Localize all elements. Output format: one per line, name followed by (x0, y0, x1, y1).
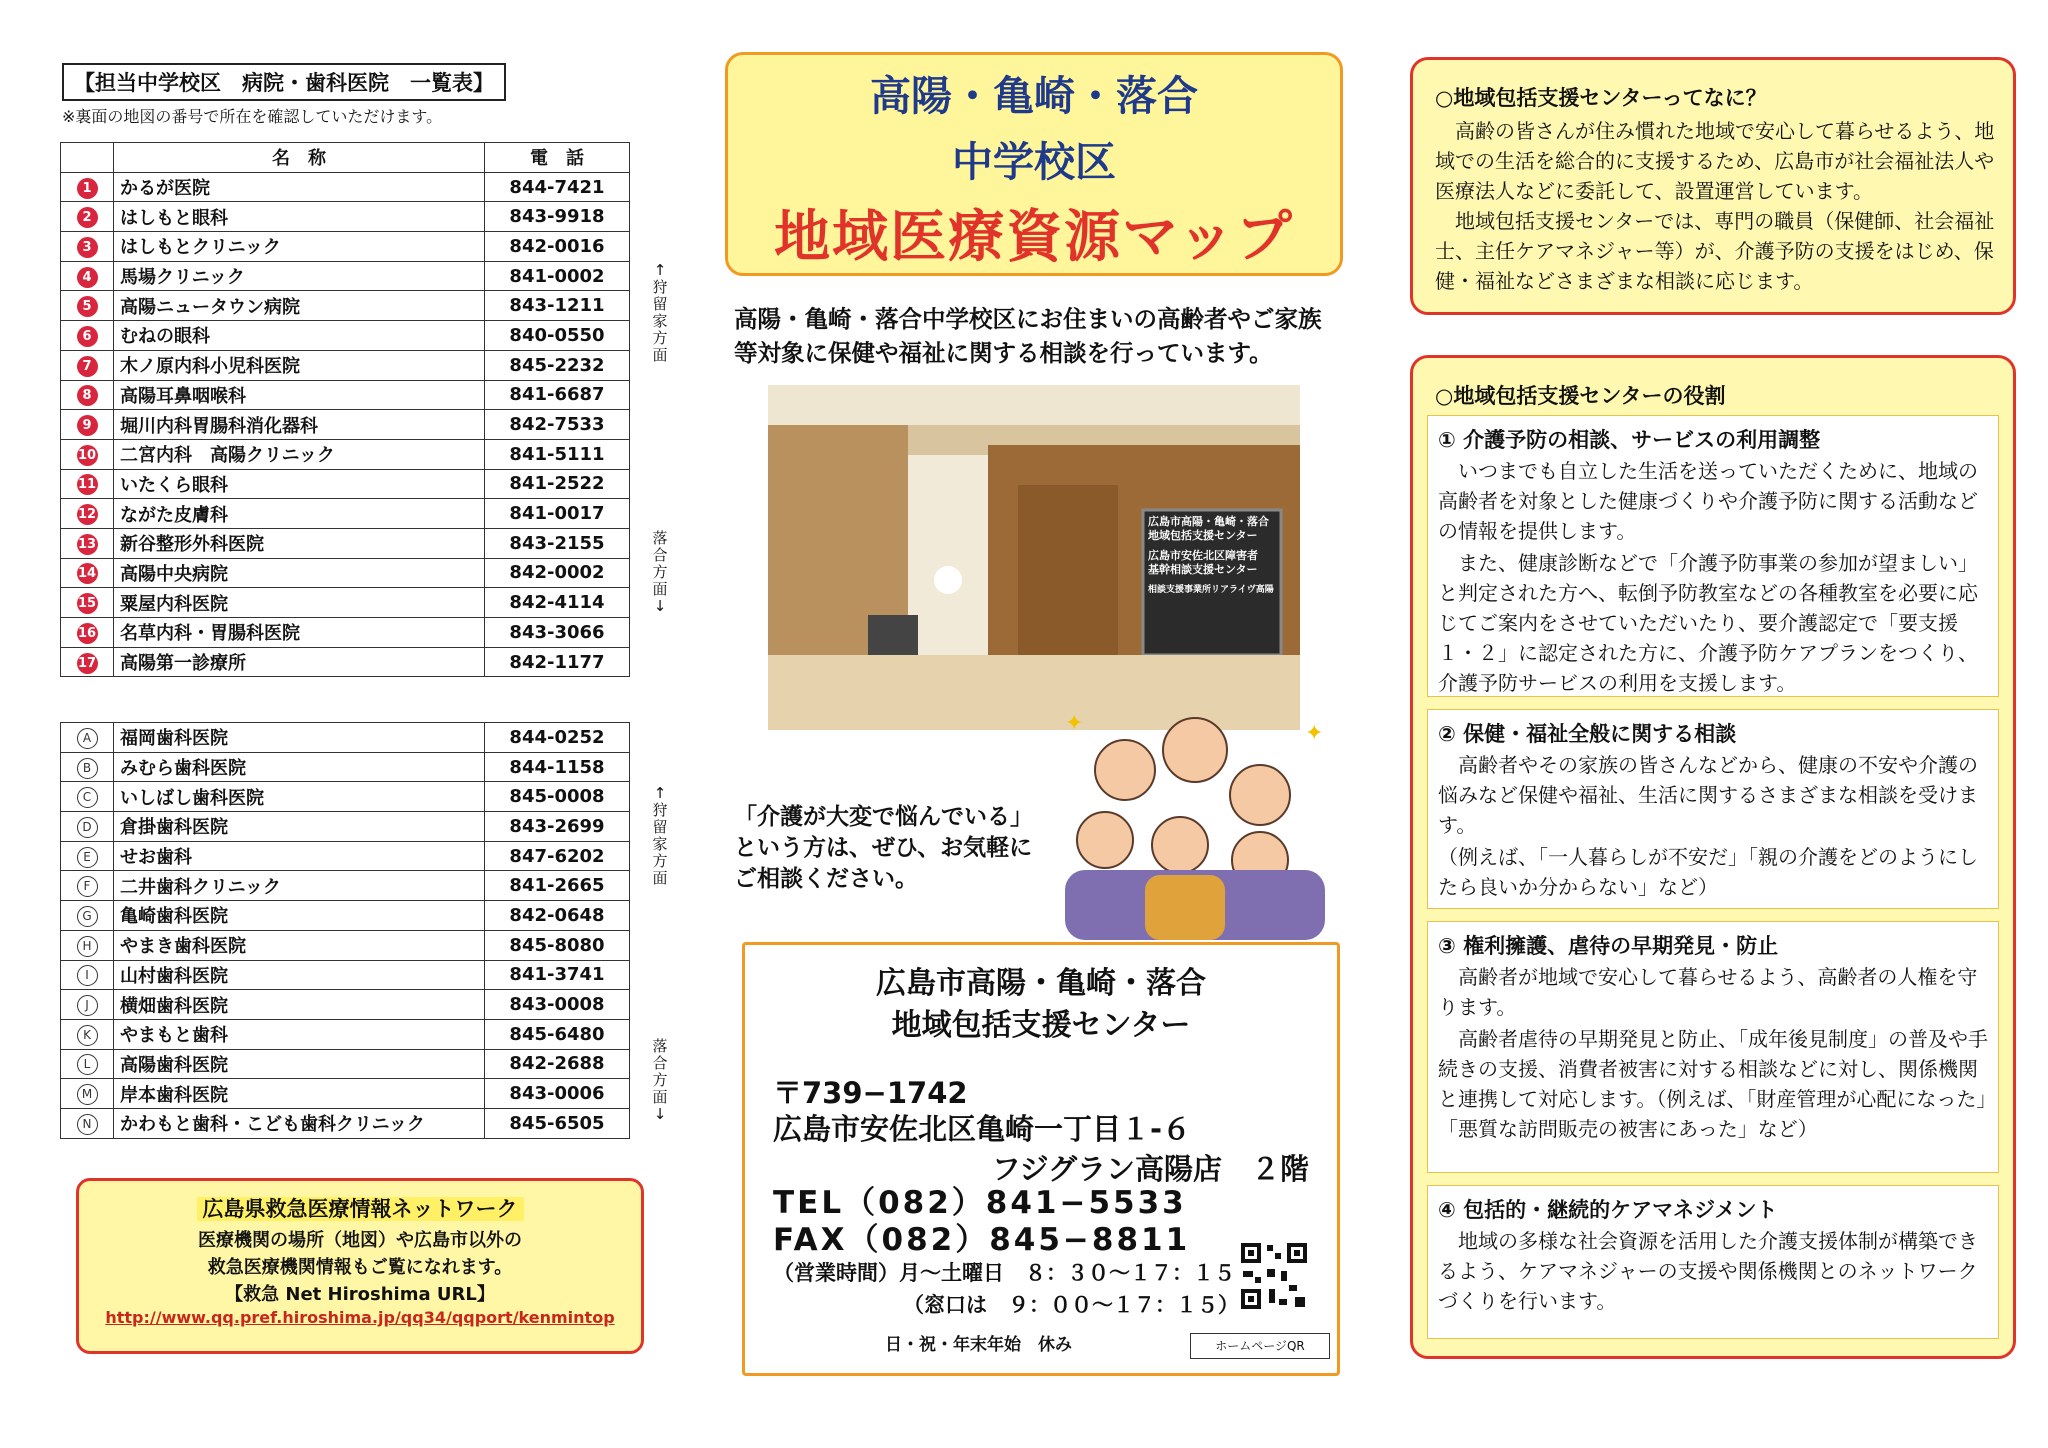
role-2 (1427, 709, 1999, 909)
svg-text:✦: ✦ (1065, 711, 1084, 736)
qr-label: ホームページQR (1190, 1333, 1330, 1359)
facility-tel: 841-5111 (485, 439, 630, 469)
dentist-row (61, 930, 630, 960)
facility-tel: 843-9918 (485, 202, 630, 232)
facility-name: やまき歯科医院 (114, 930, 485, 960)
postal-code: 〒739−1742 (773, 1076, 968, 1110)
title-main: 地域医療資源マップ (774, 205, 1294, 270)
facility-tel: 841-2522 (485, 469, 630, 499)
direction-kariya-1: ↑ 狩留家方面 (652, 261, 668, 364)
role-3-text-b: 高齢者虐待の早期発見と防止、「成年後見制度」の普及や手続きの支援、消費者被害に対する相談などに対し、関係機関と連携して対応します。（例えば、「財産管理が心配になった」「悪質な訪問販売の被害にあった」など） (1438, 1027, 1988, 1141)
facility-tel: 845-0008 (485, 782, 630, 812)
map-title-box (725, 52, 1343, 276)
fax-number: FAX（082）845−8811 (773, 1222, 1191, 1258)
row-number-badge: 11 (77, 474, 98, 495)
consult-message (734, 802, 1033, 895)
facility-name: 岸本歯科医院 (114, 1079, 485, 1109)
role-1-text-b: また、健康診断などで「介護予防事業の参加が望ましい」と判定された方へ、転倒予防教室などの各種教室を必要に応じてご案内をさせていただいたり、要介護認定で「要支援１・２」に認定された方に、介護予防ケアプランをつくり、介護予防サービスの利用を支援します。 (1438, 551, 1978, 695)
hospital-row (61, 469, 630, 499)
row-number-badge: 6 (77, 326, 98, 347)
facility-name: 堀川内科胃腸科消化器科 (114, 410, 485, 440)
hospital-row (61, 261, 630, 291)
dentist-row (61, 782, 630, 812)
facility-tel: 845-6505 (485, 1108, 630, 1138)
facility-name: かわもと歯科・こども歯科クリニック (114, 1108, 485, 1138)
facility-name: ながた皮膚科 (114, 499, 485, 529)
svg-text:✦: ✦ (1305, 721, 1324, 746)
role-1-heading: ① 介護予防の相談、サービスの利用調整 (1438, 428, 1821, 452)
row-number-badge: C (77, 787, 98, 808)
facility-name: 粟屋内科医院 (114, 588, 485, 618)
role-4-heading: ④ 包括的・継続的ケアマネジメント (1438, 1198, 1778, 1222)
row-number-badge: 16 (77, 623, 98, 644)
role-4 (1427, 1185, 1999, 1339)
facility-name: 馬場クリニック (114, 261, 485, 291)
facility-name: 高陽ニュータウン病院 (114, 291, 485, 321)
hospital-row (61, 232, 630, 262)
facility-tel: 845-2232 (485, 350, 630, 380)
row-number-badge: 9 (77, 415, 98, 436)
hospital-row (61, 410, 630, 440)
row-number-badge: M (77, 1084, 98, 1105)
row-number-badge: 15 (77, 593, 98, 614)
emergency-line2: 救急医療機関情報もご覧になれます。 (207, 1257, 513, 1278)
dentist-row (61, 723, 630, 753)
facility-tel: 843-1211 (485, 291, 630, 321)
emergency-network-box (76, 1178, 644, 1354)
sign-line4: 基幹相談支援センター (1148, 563, 1258, 576)
facility-name: 高陽歯科医院 (114, 1049, 485, 1079)
row-number-badge: J (77, 995, 98, 1016)
facility-tel: 843-0008 (485, 990, 630, 1020)
row-number-badge: 8 (77, 385, 98, 406)
facility-name: 高陽耳鼻咽喉科 (114, 380, 485, 410)
facility-tel: 842-4114 (485, 588, 630, 618)
facility-name: いたくら眼科 (114, 469, 485, 499)
facility-name: 亀崎歯科医院 (114, 901, 485, 931)
facility-tel: 841-6687 (485, 380, 630, 410)
row-number-badge: 13 (77, 534, 98, 555)
hospital-row (61, 439, 630, 469)
what-para-1: 高齢の皆さんが住み慣れた地域で安心して暮らせるよう、地域での生活を総合的に支援するため、広島市が社会福祉法人や医療法人などに委託して、設置運営しています。 (1435, 119, 1995, 203)
row-number-badge: 14 (77, 563, 98, 584)
quote-line3: ご相談ください。 (734, 866, 918, 892)
what-title: ○地域包括支援センターってなに？ (1435, 86, 1767, 110)
facility-tel: 842-7533 (485, 410, 630, 440)
row-number-badge: 1 (77, 178, 98, 199)
facility-name: 木ノ原内科小児科医院 (114, 350, 485, 380)
sign-line3: 広島市安佐北区障害者 (1148, 549, 1258, 562)
role-1-text-a: いつまでも自立した生活を送っていただくために、地域の高齢者を対象とした健康づくりや介護予防に関する活動などの情報を提供します。 (1438, 459, 1978, 543)
row-number-badge: F (77, 876, 98, 897)
role-3-heading: ③ 権利擁護、虐待の早期発見・防止 (1438, 934, 1779, 958)
dentist-row (61, 901, 630, 931)
facility-name: 高陽中央病院 (114, 558, 485, 588)
facility-name: せお歯科 (114, 841, 485, 871)
facility-tel: 840-0550 (485, 321, 630, 351)
facility-name: 新谷整形外科医院 (114, 528, 485, 558)
facility-tel: 847-6202 (485, 841, 630, 871)
dentist-row (61, 1108, 630, 1138)
facility-tel: 843-0006 (485, 1079, 630, 1109)
intro-text: 高陽・亀崎・落合中学校区にお住まいの高齢者やご家族等対象に保健や福祉に関する相談を行っています。 (734, 305, 1322, 367)
role-3-text-a: 高齢者が地域で安心して暮らせるよう、高齢者の人権を守ります。 (1438, 965, 1978, 1019)
address: 広島市安佐北区亀崎一丁目１-６ (773, 1112, 1192, 1146)
quote-line1: 「介護が大変で悩んでいる」 (734, 804, 1033, 830)
title-line2: 中学校区 (952, 138, 1116, 186)
row-number-badge: D (77, 817, 98, 838)
center-roles-box (1410, 355, 2016, 1359)
emergency-line1: 医療機関の場所（地図）や広島市以外の (198, 1230, 522, 1251)
hospital-table (60, 142, 630, 677)
window-hours: （窓口は ９：００～１７：１５） (903, 1293, 1239, 1317)
row-number-badge: L (77, 1054, 98, 1075)
facility-name: かるが医院 (114, 172, 485, 202)
hospital-row (61, 202, 630, 232)
row-number-badge: 5 (77, 296, 98, 317)
role-2-heading: ② 保健・福祉全般に関する相談 (1438, 722, 1737, 746)
direction-ochiai-2: 落合方面 ↓ (652, 1037, 668, 1123)
facility-name: はしもと眼科 (114, 202, 485, 232)
facility-tel: 841-0002 (485, 261, 630, 291)
closed-days: 日・祝・年末年始 休み (885, 1335, 1072, 1355)
facility-name: 山村歯科医院 (114, 960, 485, 990)
facility-name: 福岡歯科医院 (114, 723, 485, 753)
emergency-title: 広島県救急医療情報ネットワーク (197, 1197, 524, 1221)
row-number-badge: H (77, 936, 98, 957)
facility-tel: 842-0002 (485, 558, 630, 588)
center-name-line2: 地域包括支援センター (891, 1008, 1191, 1043)
emergency-line3: 【救急 Net Hiroshima URL】 (225, 1284, 495, 1305)
facility-name: むねの眼科 (114, 321, 485, 351)
row-number-badge: K (77, 1025, 98, 1046)
list-heading: 【担当中学校区 病院・歯科医院 一覧表】 (62, 63, 506, 101)
sign-line2: 地域包括支援センター (1148, 529, 1258, 542)
facility-tel: 842-0648 (485, 901, 630, 931)
role-2-text-b: （例えば、「一人暮らしが不安だ」「親の介護をどのようにしたら良いか分からない」など） (1438, 845, 1978, 899)
facility-tel: 845-6480 (485, 1019, 630, 1049)
col-tel-header: 電 話 (485, 143, 630, 173)
facility-name: やまもと歯科 (114, 1019, 485, 1049)
facility-tel: 842-0016 (485, 232, 630, 262)
row-number-badge: G (77, 906, 98, 927)
dentist-row (61, 1049, 630, 1079)
hospital-row (61, 291, 630, 321)
facility-tel: 841-2665 (485, 871, 630, 901)
sign-line5: 相談支援事業所リアライヴ高陽 (1148, 585, 1274, 595)
dentist-row (61, 1079, 630, 1109)
qr-code-icon[interactable] (1239, 1241, 1309, 1311)
row-number-badge: E (77, 847, 98, 868)
dentist-row (61, 871, 630, 901)
dentist-table (60, 722, 630, 1139)
facility-name: 倉掛歯科医院 (114, 812, 485, 842)
dentist-row (61, 1019, 630, 1049)
direction-kariya-2: ↑ 狩留家方面 (652, 784, 668, 887)
hospital-row (61, 172, 630, 202)
row-number-badge: A (77, 728, 98, 749)
row-number-badge: 4 (77, 267, 98, 288)
dentist-row (61, 990, 630, 1020)
facility-name: 名草内科・胃腸科医院 (114, 618, 485, 648)
dentist-row (61, 752, 630, 782)
hospital-row (61, 528, 630, 558)
emergency-url-link[interactable]: http://www.qq.pref.hiroshima.jp/qq34/qqport/kenmintop (105, 1308, 615, 1327)
facility-name: 二宮内科 高陽クリニック (114, 439, 485, 469)
role-1 (1427, 415, 1999, 697)
facility-tel: 842-1177 (485, 647, 630, 677)
row-number-badge: 17 (77, 653, 98, 674)
elderly-group-illustration (1045, 700, 1345, 940)
hospital-row (61, 350, 630, 380)
row-number-badge: I (77, 965, 98, 986)
facility-tel: 844-7421 (485, 172, 630, 202)
row-number-badge: 7 (77, 356, 98, 377)
facility-tel: 845-8080 (485, 930, 630, 960)
facility-tel: 843-3066 (485, 618, 630, 648)
building: フジグラン高陽店 ２階 (991, 1152, 1309, 1186)
title-line1: 高陽・亀崎・落合 (870, 72, 1198, 120)
facility-tel: 841-0017 (485, 499, 630, 529)
dentist-row (61, 960, 630, 990)
hospital-row (61, 499, 630, 529)
map-note: ※裏面の地図の番号で所在を確認していただけます。 (62, 107, 443, 126)
sign-line1: 広島市高陽・亀崎・落合 (1148, 515, 1269, 528)
role-3 (1427, 921, 1999, 1173)
role-2-text-a: 高齢者やその家族の皆さんなどから、健康の不安や介護の悩みなど保健や福祉、生活に関するさまざまな相談を受けます。 (1438, 753, 1978, 837)
row-number-badge: 3 (77, 237, 98, 258)
dentist-row (61, 812, 630, 842)
business-hours: （営業時間）月～土曜日 ８：３０～１７：１５ (773, 1261, 1235, 1285)
direction-ochiai-1: 落合方面 ↓ (652, 529, 668, 615)
facility-name: みむら歯科医院 (114, 752, 485, 782)
row-number-badge: N (77, 1114, 98, 1135)
row-number-badge: B (77, 758, 98, 779)
facility-tel: 843-2155 (485, 528, 630, 558)
facility-name: はしもとクリニック (114, 232, 485, 262)
what-is-center-box (1410, 57, 2016, 315)
hospital-row (61, 321, 630, 351)
center-name-line1: 広島市高陽・亀崎・落合 (876, 966, 1206, 1001)
facility-tel: 844-0252 (485, 723, 630, 753)
facility-name: 二井歯科クリニック (114, 871, 485, 901)
roles-title: ○地域包括支援センターの役割 (1435, 384, 1726, 408)
facility-name: いしばし歯科医院 (114, 782, 485, 812)
hospital-row (61, 588, 630, 618)
facility-tel: 841-3741 (485, 960, 630, 990)
what-para-2: 地域包括支援センターでは、専門の職員（保健師、社会福祉士、主任ケアマネジャー等）が、介護予防の支援をはじめ、保健・福祉などさまざまな相談に応じます。 (1435, 209, 1995, 293)
facility-tel: 842-2688 (485, 1049, 630, 1079)
facility-name: 横畑歯科医院 (114, 990, 485, 1020)
row-number-badge: 2 (77, 207, 98, 228)
row-number-badge: 12 (77, 504, 98, 525)
role-4-text-a: 地域の多様な社会資源を活用した介護支援体制が構築できるよう、ケアマネジャーの支援や関係機関とのネットワークづくりを行います。 (1438, 1229, 1978, 1313)
dentist-row (61, 841, 630, 871)
tel-number: TEL（082）841−5533 (773, 1185, 1187, 1221)
hospital-row (61, 618, 630, 648)
hospital-row (61, 558, 630, 588)
support-center-info (742, 942, 1340, 1376)
center-entrance-photo (768, 385, 1300, 730)
facility-name: 高陽第一診療所 (114, 647, 485, 677)
hospital-row (61, 380, 630, 410)
row-number-badge: 10 (77, 445, 98, 466)
facility-tel: 844-1158 (485, 752, 630, 782)
quote-line2: という方は、ぜひ、お気軽に (734, 835, 1033, 861)
hospital-row (61, 647, 630, 677)
col-name-header: 名 称 (114, 143, 485, 173)
facility-tel: 843-2699 (485, 812, 630, 842)
